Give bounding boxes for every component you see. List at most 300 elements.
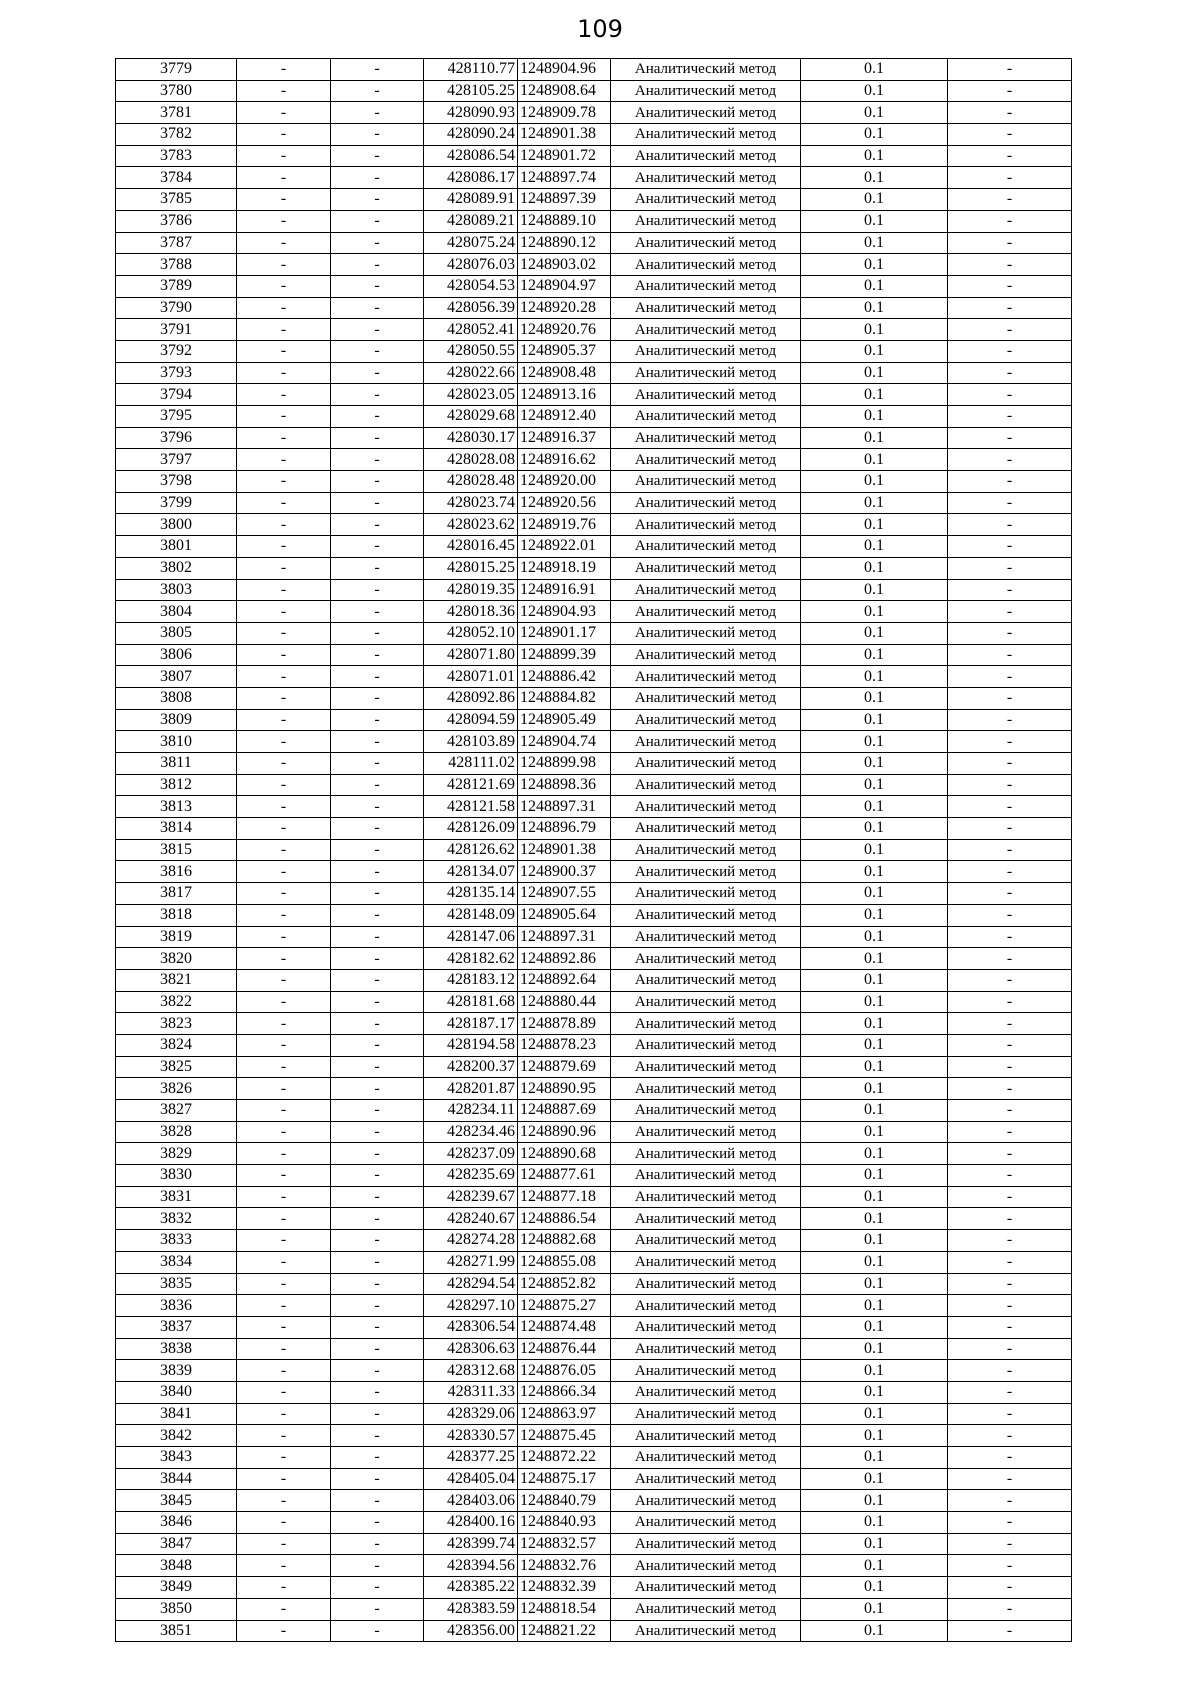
accuracy-cell: 0.1	[801, 1512, 948, 1534]
empty-cell: -	[331, 145, 424, 167]
y-coordinate-cell: 1248897.74	[518, 167, 611, 189]
accuracy-cell: 0.1	[801, 1555, 948, 1577]
x-coordinate-cell: 428016.45	[424, 536, 518, 558]
empty-cell: -	[237, 59, 331, 81]
accuracy-cell: 0.1	[801, 1425, 948, 1447]
empty-cell: -	[948, 1295, 1072, 1317]
point-number-cell: 3824	[116, 1034, 237, 1056]
method-cell: Аналитический метод	[611, 1316, 801, 1338]
empty-cell: -	[331, 189, 424, 211]
x-coordinate-cell: 428086.54	[424, 145, 518, 167]
accuracy-cell: 0.1	[801, 80, 948, 102]
method-cell: Аналитический метод	[611, 839, 801, 861]
point-number-cell: 3791	[116, 319, 237, 341]
point-number-cell: 3808	[116, 687, 237, 709]
accuracy-cell: 0.1	[801, 514, 948, 536]
y-coordinate-cell: 1248904.97	[518, 275, 611, 297]
y-coordinate-cell: 1248879.69	[518, 1056, 611, 1078]
empty-cell: -	[331, 1013, 424, 1035]
y-coordinate-cell: 1248875.27	[518, 1295, 611, 1317]
y-coordinate-cell: 1248890.68	[518, 1143, 611, 1165]
empty-cell: -	[948, 644, 1072, 666]
table-row	[116, 124, 1072, 146]
empty-cell: -	[948, 991, 1072, 1013]
point-number-cell: 3798	[116, 471, 237, 493]
x-coordinate-cell: 428405.04	[424, 1468, 518, 1490]
empty-cell: -	[331, 232, 424, 254]
method-cell: Аналитический метод	[611, 1078, 801, 1100]
empty-cell: -	[331, 362, 424, 384]
empty-cell: -	[331, 1512, 424, 1534]
empty-cell: -	[948, 124, 1072, 146]
x-coordinate-cell: 428297.10	[424, 1295, 518, 1317]
table-row	[116, 1251, 1072, 1273]
accuracy-cell: 0.1	[801, 1251, 948, 1273]
table-row	[116, 1468, 1072, 1490]
point-number-cell: 3838	[116, 1338, 237, 1360]
table-row	[116, 427, 1072, 449]
y-coordinate-cell: 1248916.37	[518, 427, 611, 449]
point-number-cell: 3811	[116, 753, 237, 775]
x-coordinate-cell: 428135.14	[424, 883, 518, 905]
empty-cell: -	[331, 1577, 424, 1599]
method-cell: Аналитический метод	[611, 774, 801, 796]
empty-cell: -	[331, 1251, 424, 1273]
table-row	[116, 1056, 1072, 1078]
accuracy-cell: 0.1	[801, 492, 948, 514]
x-coordinate-cell: 428237.09	[424, 1143, 518, 1165]
y-coordinate-cell: 1248840.93	[518, 1512, 611, 1534]
empty-cell: -	[948, 471, 1072, 493]
table-row	[116, 319, 1072, 341]
method-cell: Аналитический метод	[611, 818, 801, 840]
method-cell: Аналитический метод	[611, 102, 801, 124]
empty-cell: -	[948, 59, 1072, 81]
empty-cell: -	[948, 362, 1072, 384]
point-number-cell: 3779	[116, 59, 237, 81]
empty-cell: -	[237, 384, 331, 406]
accuracy-cell: 0.1	[801, 340, 948, 362]
empty-cell: -	[237, 1100, 331, 1122]
x-coordinate-cell: 428071.80	[424, 644, 518, 666]
point-number-cell: 3836	[116, 1295, 237, 1317]
empty-cell: -	[948, 145, 1072, 167]
accuracy-cell: 0.1	[801, 1143, 948, 1165]
x-coordinate-cell: 428103.89	[424, 731, 518, 753]
empty-cell: -	[948, 1251, 1072, 1273]
x-coordinate-cell: 428356.00	[424, 1620, 518, 1642]
method-cell: Аналитический метод	[611, 167, 801, 189]
empty-cell: -	[331, 818, 424, 840]
empty-cell: -	[948, 926, 1072, 948]
table-row	[116, 1598, 1072, 1620]
point-number-cell: 3812	[116, 774, 237, 796]
empty-cell: -	[948, 753, 1072, 775]
x-coordinate-cell: 428234.46	[424, 1121, 518, 1143]
point-number-cell: 3832	[116, 1208, 237, 1230]
empty-cell: -	[237, 861, 331, 883]
table-row	[116, 210, 1072, 232]
x-coordinate-cell: 428089.21	[424, 210, 518, 232]
accuracy-cell: 0.1	[801, 1381, 948, 1403]
empty-cell: -	[331, 124, 424, 146]
accuracy-cell: 0.1	[801, 687, 948, 709]
empty-cell: -	[948, 1186, 1072, 1208]
x-coordinate-cell: 428311.33	[424, 1381, 518, 1403]
accuracy-cell: 0.1	[801, 406, 948, 428]
point-number-cell: 3828	[116, 1121, 237, 1143]
method-cell: Аналитический метод	[611, 254, 801, 276]
empty-cell: -	[237, 254, 331, 276]
method-cell: Аналитический метод	[611, 1121, 801, 1143]
x-coordinate-cell: 428383.59	[424, 1598, 518, 1620]
x-coordinate-cell: 428239.67	[424, 1186, 518, 1208]
empty-cell: -	[237, 1165, 331, 1187]
page-number: 109	[577, 15, 623, 43]
accuracy-cell: 0.1	[801, 427, 948, 449]
point-number-cell: 3840	[116, 1381, 237, 1403]
table-row	[116, 991, 1072, 1013]
method-cell: Аналитический метод	[611, 319, 801, 341]
y-coordinate-cell: 1248876.44	[518, 1338, 611, 1360]
accuracy-cell: 0.1	[801, 362, 948, 384]
table-row	[116, 1447, 1072, 1469]
x-coordinate-cell: 428015.25	[424, 557, 518, 579]
y-coordinate-cell: 1248900.37	[518, 861, 611, 883]
table-row	[116, 1403, 1072, 1425]
empty-cell: -	[331, 904, 424, 926]
point-number-cell: 3810	[116, 731, 237, 753]
table-row	[116, 579, 1072, 601]
point-number-cell: 3789	[116, 275, 237, 297]
method-cell: Аналитический метод	[611, 514, 801, 536]
x-coordinate-cell: 428306.54	[424, 1316, 518, 1338]
empty-cell: -	[948, 514, 1072, 536]
accuracy-cell: 0.1	[801, 644, 948, 666]
empty-cell: -	[331, 644, 424, 666]
empty-cell: -	[331, 102, 424, 124]
empty-cell: -	[237, 492, 331, 514]
accuracy-cell: 0.1	[801, 1121, 948, 1143]
x-coordinate-cell: 428028.48	[424, 471, 518, 493]
method-cell: Аналитический метод	[611, 492, 801, 514]
empty-cell: -	[331, 1186, 424, 1208]
empty-cell: -	[331, 1056, 424, 1078]
accuracy-cell: 0.1	[801, 210, 948, 232]
accuracy-cell: 0.1	[801, 536, 948, 558]
point-number-cell: 3813	[116, 796, 237, 818]
table-row	[116, 753, 1072, 775]
empty-cell: -	[331, 384, 424, 406]
table-row	[116, 774, 1072, 796]
empty-cell: -	[948, 1533, 1072, 1555]
point-number-cell: 3799	[116, 492, 237, 514]
y-coordinate-cell: 1248901.72	[518, 145, 611, 167]
x-coordinate-cell: 428271.99	[424, 1251, 518, 1273]
table-row	[116, 557, 1072, 579]
table-row	[116, 1512, 1072, 1534]
empty-cell: -	[237, 1555, 331, 1577]
x-coordinate-cell: 428200.37	[424, 1056, 518, 1078]
empty-cell: -	[237, 1490, 331, 1512]
point-number-cell: 3793	[116, 362, 237, 384]
empty-cell: -	[331, 948, 424, 970]
y-coordinate-cell: 1248909.78	[518, 102, 611, 124]
point-number-cell: 3786	[116, 210, 237, 232]
table-row	[116, 145, 1072, 167]
empty-cell: -	[331, 753, 424, 775]
method-cell: Аналитический метод	[611, 1034, 801, 1056]
empty-cell: -	[948, 818, 1072, 840]
x-coordinate-cell: 428400.16	[424, 1512, 518, 1534]
empty-cell: -	[948, 883, 1072, 905]
point-number-cell: 3782	[116, 124, 237, 146]
x-coordinate-cell: 428147.06	[424, 926, 518, 948]
accuracy-cell: 0.1	[801, 471, 948, 493]
point-number-cell: 3800	[116, 514, 237, 536]
point-number-cell: 3841	[116, 1403, 237, 1425]
empty-cell: -	[331, 254, 424, 276]
empty-cell: -	[331, 839, 424, 861]
accuracy-cell: 0.1	[801, 1316, 948, 1338]
y-coordinate-cell: 1248898.36	[518, 774, 611, 796]
empty-cell: -	[237, 1208, 331, 1230]
accuracy-cell: 0.1	[801, 1598, 948, 1620]
empty-cell: -	[237, 1360, 331, 1382]
point-number-cell: 3794	[116, 384, 237, 406]
table-row	[116, 189, 1072, 211]
accuracy-cell: 0.1	[801, 102, 948, 124]
empty-cell: -	[948, 861, 1072, 883]
x-coordinate-cell: 428110.77	[424, 59, 518, 81]
y-coordinate-cell: 1248920.00	[518, 471, 611, 493]
empty-cell: -	[331, 709, 424, 731]
empty-cell: -	[237, 1403, 331, 1425]
empty-cell: -	[237, 818, 331, 840]
empty-cell: -	[948, 579, 1072, 601]
empty-cell: -	[237, 1230, 331, 1252]
method-cell: Аналитический метод	[611, 427, 801, 449]
x-coordinate-cell: 428134.07	[424, 861, 518, 883]
x-coordinate-cell: 428394.56	[424, 1555, 518, 1577]
accuracy-cell: 0.1	[801, 904, 948, 926]
empty-cell: -	[948, 232, 1072, 254]
y-coordinate-cell: 1248832.76	[518, 1555, 611, 1577]
empty-cell: -	[948, 1013, 1072, 1035]
table-row	[116, 1208, 1072, 1230]
y-coordinate-cell: 1248897.31	[518, 926, 611, 948]
y-coordinate-cell: 1248905.37	[518, 340, 611, 362]
x-coordinate-cell: 428148.09	[424, 904, 518, 926]
empty-cell: -	[237, 1186, 331, 1208]
y-coordinate-cell: 1248897.31	[518, 796, 611, 818]
point-number-cell: 3792	[116, 340, 237, 362]
y-coordinate-cell: 1248875.17	[518, 1468, 611, 1490]
method-cell: Аналитический метод	[611, 1620, 801, 1642]
empty-cell: -	[331, 622, 424, 644]
accuracy-cell: 0.1	[801, 1056, 948, 1078]
x-coordinate-cell: 428089.91	[424, 189, 518, 211]
x-coordinate-cell: 428090.24	[424, 124, 518, 146]
point-number-cell: 3788	[116, 254, 237, 276]
empty-cell: -	[237, 1013, 331, 1035]
table-row	[116, 275, 1072, 297]
point-number-cell: 3842	[116, 1425, 237, 1447]
method-cell: Аналитический метод	[611, 59, 801, 81]
y-coordinate-cell: 1248920.76	[518, 319, 611, 341]
y-coordinate-cell: 1248907.55	[518, 883, 611, 905]
accuracy-cell: 0.1	[801, 449, 948, 471]
y-coordinate-cell: 1248852.82	[518, 1273, 611, 1295]
y-coordinate-cell: 1248882.68	[518, 1230, 611, 1252]
method-cell: Аналитический метод	[611, 1100, 801, 1122]
empty-cell: -	[331, 774, 424, 796]
empty-cell: -	[237, 926, 331, 948]
empty-cell: -	[237, 1251, 331, 1273]
empty-cell: -	[948, 1338, 1072, 1360]
point-number-cell: 3796	[116, 427, 237, 449]
empty-cell: -	[948, 102, 1072, 124]
empty-cell: -	[237, 80, 331, 102]
x-coordinate-cell: 428126.09	[424, 818, 518, 840]
point-number-cell: 3783	[116, 145, 237, 167]
method-cell: Аналитический метод	[611, 232, 801, 254]
empty-cell: -	[948, 709, 1072, 731]
y-coordinate-cell: 1248892.86	[518, 948, 611, 970]
method-cell: Аналитический метод	[611, 687, 801, 709]
method-cell: Аналитический метод	[611, 622, 801, 644]
empty-cell: -	[948, 1447, 1072, 1469]
empty-cell: -	[948, 1056, 1072, 1078]
method-cell: Аналитический метод	[611, 709, 801, 731]
method-cell: Аналитический метод	[611, 1447, 801, 1469]
empty-cell: -	[237, 1381, 331, 1403]
x-coordinate-cell: 428105.25	[424, 80, 518, 102]
empty-cell: -	[331, 1620, 424, 1642]
y-coordinate-cell: 1248903.02	[518, 254, 611, 276]
method-cell: Аналитический метод	[611, 80, 801, 102]
table-row	[116, 1490, 1072, 1512]
accuracy-cell: 0.1	[801, 622, 948, 644]
empty-cell: -	[948, 1078, 1072, 1100]
table-row	[116, 796, 1072, 818]
point-number-cell: 3848	[116, 1555, 237, 1577]
table-row	[116, 1381, 1072, 1403]
y-coordinate-cell: 1248919.76	[518, 514, 611, 536]
empty-cell: -	[331, 449, 424, 471]
point-number-cell: 3819	[116, 926, 237, 948]
empty-cell: -	[948, 1230, 1072, 1252]
method-cell: Аналитический метод	[611, 1338, 801, 1360]
accuracy-cell: 0.1	[801, 753, 948, 775]
empty-cell: -	[948, 189, 1072, 211]
table-row	[116, 514, 1072, 536]
empty-cell: -	[948, 1555, 1072, 1577]
empty-cell: -	[948, 557, 1072, 579]
empty-cell: -	[237, 1620, 331, 1642]
accuracy-cell: 0.1	[801, 731, 948, 753]
method-cell: Аналитический метод	[611, 1555, 801, 1577]
x-coordinate-cell: 428294.54	[424, 1273, 518, 1295]
y-coordinate-cell: 1248908.64	[518, 80, 611, 102]
y-coordinate-cell: 1248877.61	[518, 1165, 611, 1187]
method-cell: Аналитический метод	[611, 861, 801, 883]
empty-cell: -	[331, 557, 424, 579]
point-number-cell: 3833	[116, 1230, 237, 1252]
method-cell: Аналитический метод	[611, 1577, 801, 1599]
empty-cell: -	[331, 1121, 424, 1143]
accuracy-cell: 0.1	[801, 1360, 948, 1382]
table-row	[116, 232, 1072, 254]
empty-cell: -	[237, 514, 331, 536]
point-number-cell: 3795	[116, 406, 237, 428]
method-cell: Аналитический метод	[611, 1165, 801, 1187]
point-number-cell: 3790	[116, 297, 237, 319]
empty-cell: -	[237, 427, 331, 449]
empty-cell: -	[331, 991, 424, 1013]
empty-cell: -	[331, 514, 424, 536]
y-coordinate-cell: 1248901.17	[518, 622, 611, 644]
x-coordinate-cell: 428121.58	[424, 796, 518, 818]
point-number-cell: 3844	[116, 1468, 237, 1490]
method-cell: Аналитический метод	[611, 1381, 801, 1403]
method-cell: Аналитический метод	[611, 1251, 801, 1273]
empty-cell: -	[331, 471, 424, 493]
y-coordinate-cell: 1248905.64	[518, 904, 611, 926]
y-coordinate-cell: 1248905.49	[518, 709, 611, 731]
method-cell: Аналитический метод	[611, 1403, 801, 1425]
accuracy-cell: 0.1	[801, 1273, 948, 1295]
method-cell: Аналитический метод	[611, 1186, 801, 1208]
x-coordinate-cell: 428385.22	[424, 1577, 518, 1599]
empty-cell: -	[948, 1403, 1072, 1425]
accuracy-cell: 0.1	[801, 557, 948, 579]
x-coordinate-cell: 428052.41	[424, 319, 518, 341]
empty-cell: -	[331, 275, 424, 297]
accuracy-cell: 0.1	[801, 167, 948, 189]
point-number-cell: 3804	[116, 601, 237, 623]
empty-cell: -	[948, 210, 1072, 232]
empty-cell: -	[948, 969, 1072, 991]
y-coordinate-cell: 1248832.39	[518, 1577, 611, 1599]
empty-cell: -	[237, 471, 331, 493]
accuracy-cell: 0.1	[801, 1208, 948, 1230]
empty-cell: -	[948, 1468, 1072, 1490]
table-row	[116, 1121, 1072, 1143]
method-cell: Аналитический метод	[611, 1490, 801, 1512]
method-cell: Аналитический метод	[611, 557, 801, 579]
y-coordinate-cell: 1248908.48	[518, 362, 611, 384]
accuracy-cell: 0.1	[801, 1338, 948, 1360]
empty-cell: -	[948, 1034, 1072, 1056]
empty-cell: -	[331, 1034, 424, 1056]
y-coordinate-cell: 1248899.39	[518, 644, 611, 666]
table-row	[116, 340, 1072, 362]
point-number-cell: 3830	[116, 1165, 237, 1187]
method-cell: Аналитический метод	[611, 1425, 801, 1447]
empty-cell: -	[331, 1143, 424, 1165]
y-coordinate-cell: 1248818.54	[518, 1598, 611, 1620]
accuracy-cell: 0.1	[801, 883, 948, 905]
x-coordinate-cell: 428022.66	[424, 362, 518, 384]
table-row	[116, 1425, 1072, 1447]
x-coordinate-cell: 428403.06	[424, 1490, 518, 1512]
accuracy-cell: 0.1	[801, 1165, 948, 1187]
method-cell: Аналитический метод	[611, 731, 801, 753]
y-coordinate-cell: 1248890.12	[518, 232, 611, 254]
point-number-cell: 3787	[116, 232, 237, 254]
y-coordinate-cell: 1248887.69	[518, 1100, 611, 1122]
